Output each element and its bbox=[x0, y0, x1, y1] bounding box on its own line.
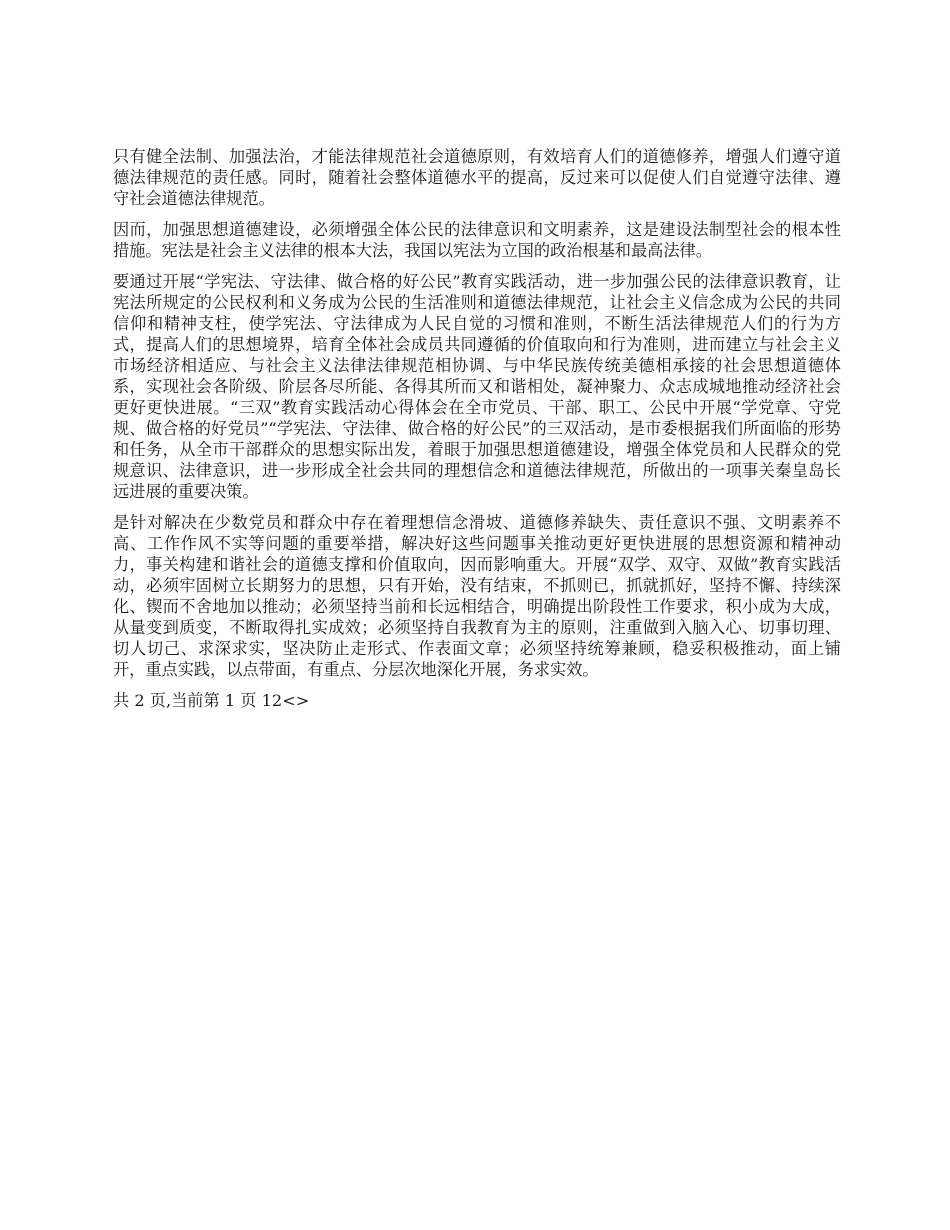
paragraph-3: 要通过开展“学宪法、守法律、做合格的好公民”教育实践活动，进一步加强公民的法律意识教育，让宪法所规定的公民权利和义务成为公民的生活准则和道德法律规范，让社会主义信念成为公民的共同信仰和精神支柱，使学宪法、守法律成为人民自觉的习惯和准则，不断生活法律规范人们的行为方式，提高人们的思想境界，培育全体社会成员共同遵循的价值取向和行为准则，进而建立与社会主义市场经济相适应、与社会主义法律法律规范相协调、与中华民族传统美德相承接的社会思想道德体系，实现社会各阶级、阶层各尽所能、各得其所而又和谐相处，凝神聚力、众志成城地推动经济社会更好更快进展。“三双”教育实践活动心得体会在全市党员、干部、职工、公民中开展“学党章、守党规、做合格的好党员”“学宪法、守法律、做合格的好公民”的三双活动，是市委根据我们所面临的形势和任务，从全市干部群众的思想实际出发，着眼于加强思想道德建设，增强全体党员和人民群众的党规意识、法律意识，进一步形成全社会共同的理想信念和道德法律规范，所做出的一项事关秦皇岛长远进展的重要决策。 bbox=[113, 272, 841, 501]
paragraph-4: 是针对解决在少数党员和群众中存在着理想信念滑坡、道德修养缺失、责任意识不强、文明素养不高、工作作风不实等问题的重要举措，解决好这些问题事关推动更好更快进展的思想资源和精神动力，事关构建和谐社会的道德支撑和价值取向，因而影响重大。开展“双学、双守、双做”教育实践活动，必须牢固树立长期努力的思想，只有开始，没有结束，不抓则已，抓就抓好，坚持不懈、持续深化、锲而不舍地加以推动；必须坚持当前和长远相结合，明确提出阶段性工作要求，积小成为大成，从量变到质变，不断取得扎实成效；必须坚持自我教育为主的原则，注重做到入脑入心、切事切理、切人切己、求深求实，坚决防止走形式、作表面文章；必须坚持统筹兼顾，稳妥积极推动，面上铺开，重点实践，以点带面，有重点、分层次地深化开展，务求实效。 bbox=[113, 513, 841, 679]
paragraph-1: 只有健全法制、加强法治，才能法律规范社会道德原则，有效培育人们的道德修养，增强人们遵守道德法律规范的责任感。同时，随着社会整体道德水平的提高，反过来可以促使人们自觉遵守法律、遵守社会道德法律规范。 bbox=[113, 147, 841, 208]
paragraph-2: 因而，加强思想道德建设，必须增强全体公民的法律意识和文明素养，这是建设法制型社会的根本性措施。宪法是社会主义法律的根本大法，我国以宪法为立国的政治根基和最高法律。 bbox=[113, 220, 841, 260]
pagination[interactable]: 共 2 页,当前第 1 页 12<> bbox=[113, 691, 310, 710]
document-body bbox=[113, 146, 841, 711]
